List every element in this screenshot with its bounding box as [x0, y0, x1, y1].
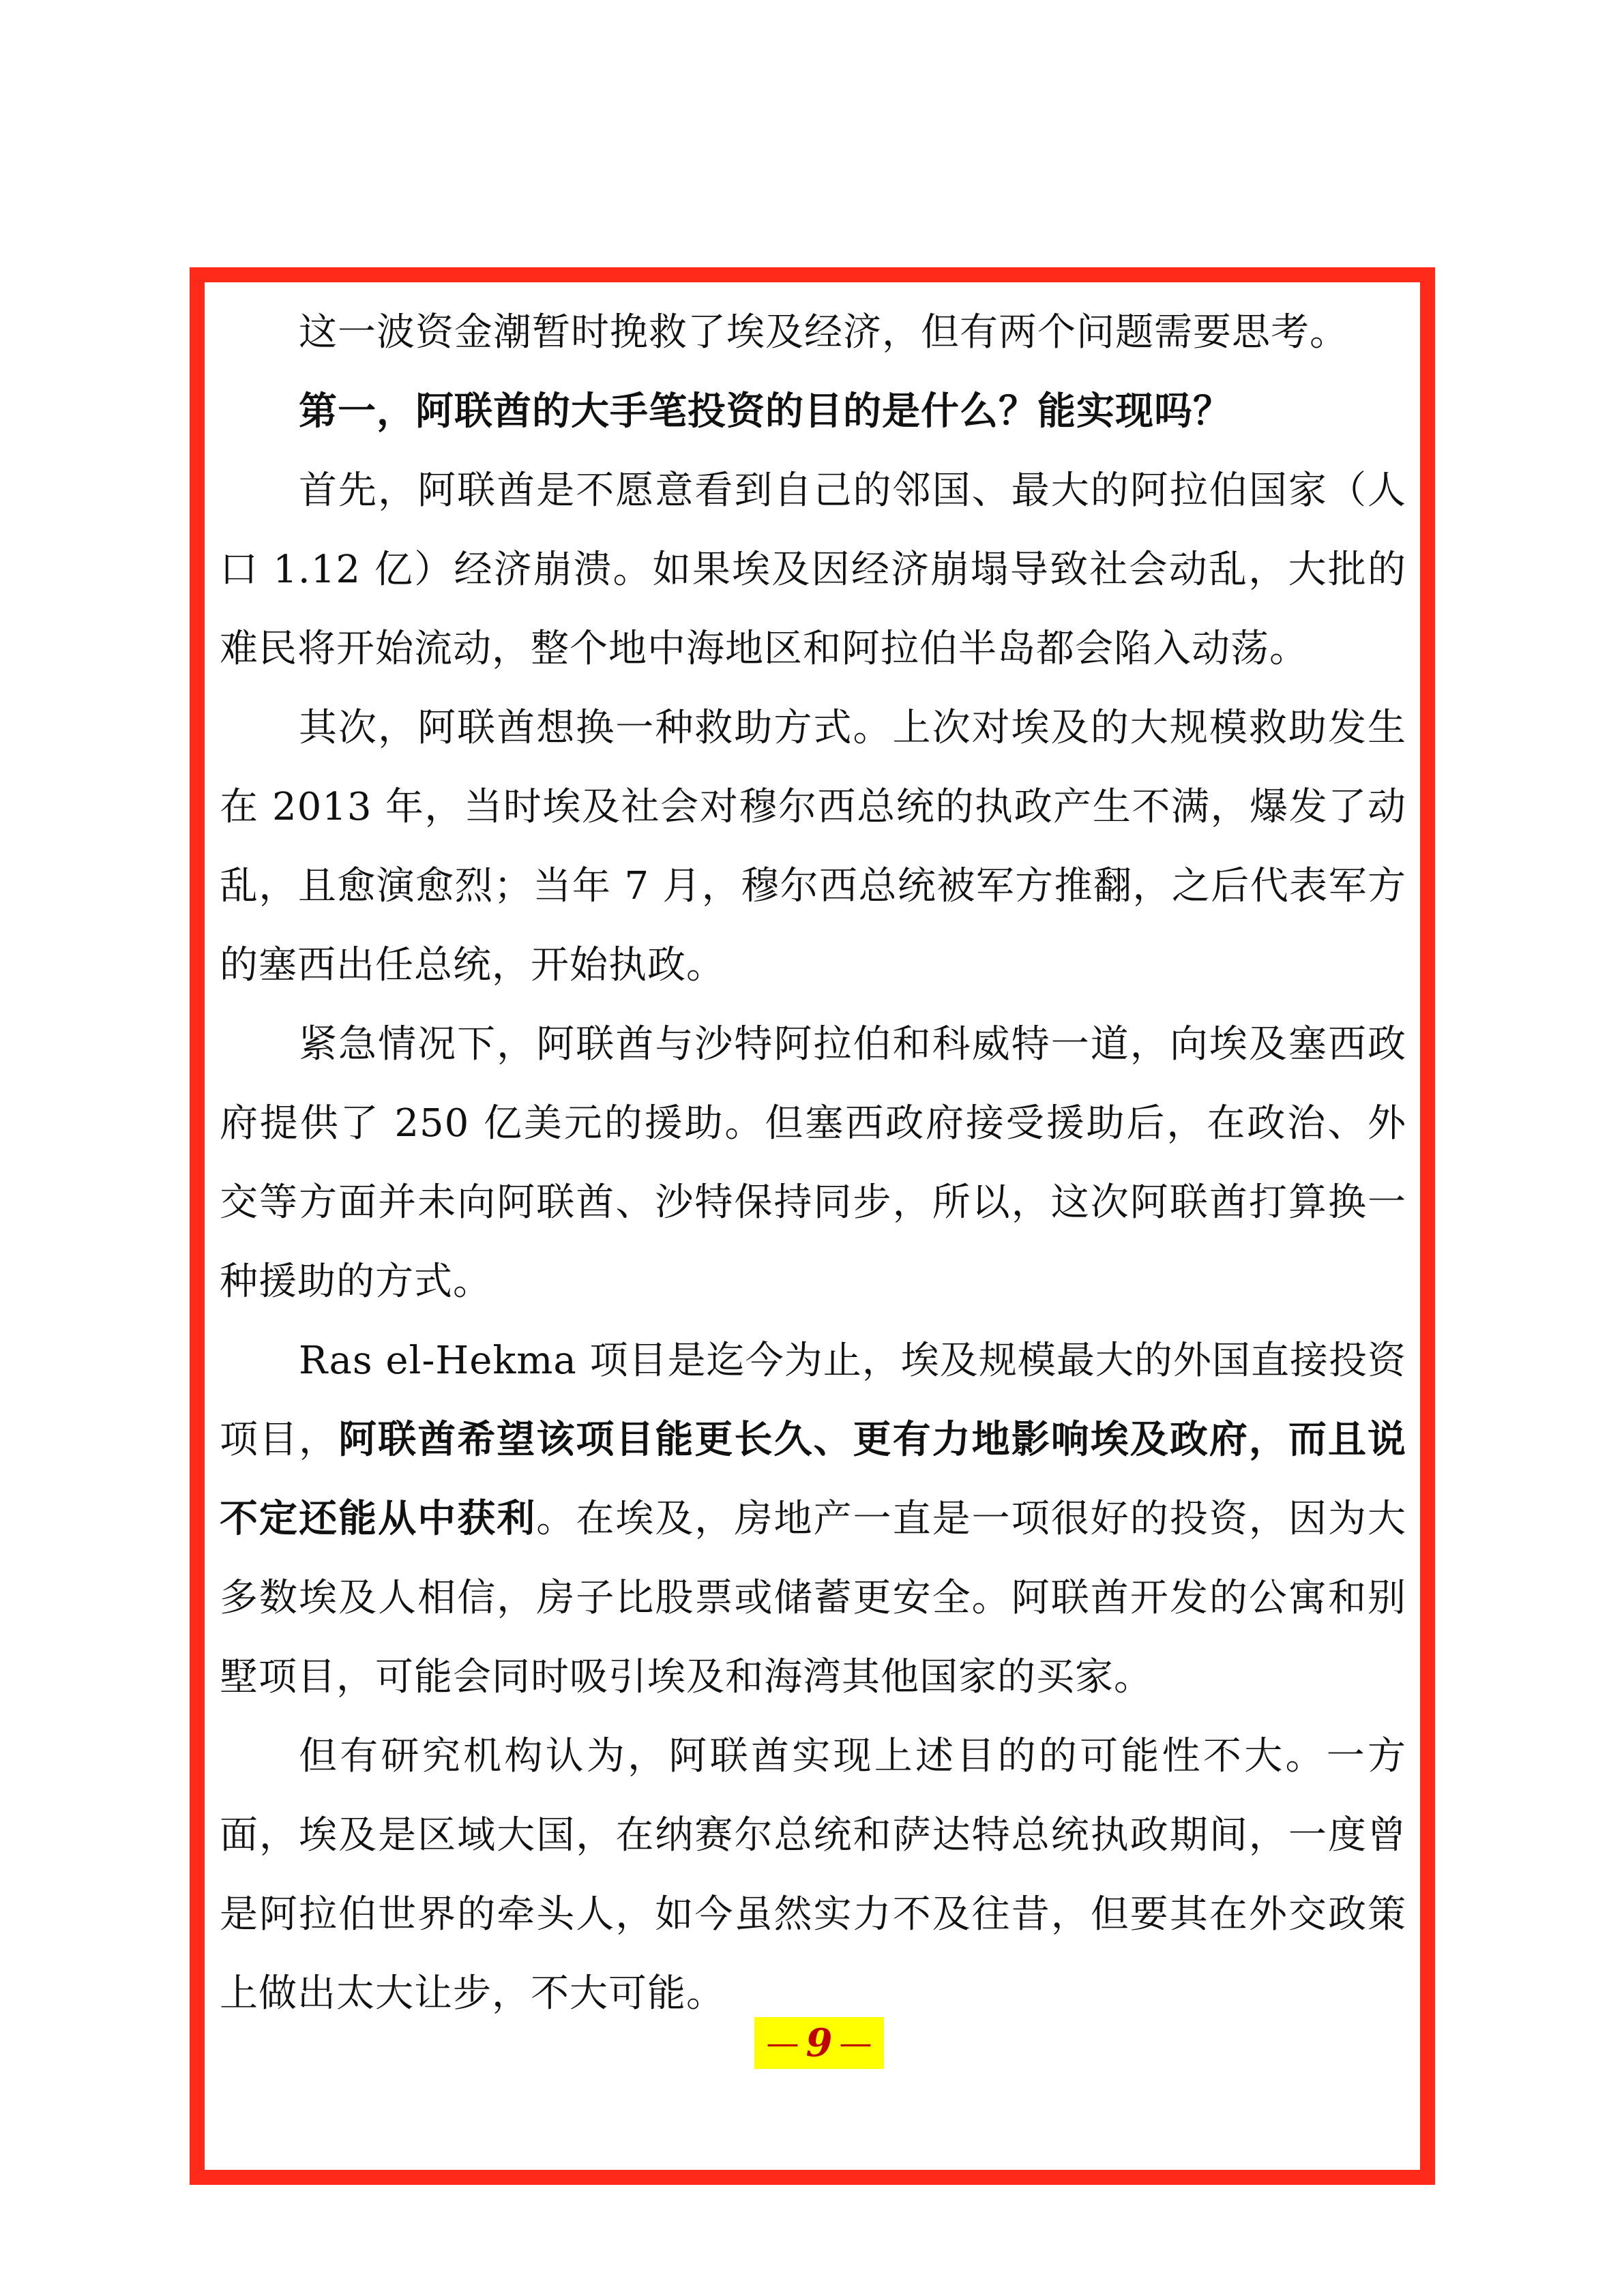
- paragraph-aid-history: 紧急情况下，阿联酋与沙特阿拉伯和科威特一道，向埃及塞西政府提供了 250 亿美元的援助。但塞西政府接受援助后，在政治、外交等方面并未向阿联酋、沙特保持同步，所以，这次阿联酋打算换一种援助的方式。: [220, 1022, 1406, 1304]
- paragraph-research-view: 但有研究机构认为，阿联酋实现上述目的的可能性不大。一方面，埃及是区域大国，在纳赛尔总统和萨达特总统执政期间，一度曾是阿拉伯世界的牵头人，如今虽然实力不及往昔，但要其在外交政策上做出太大让步，不大可能。: [220, 1734, 1406, 2016]
- page-number-dash-right: —: [839, 2024, 872, 2062]
- paragraph-ras-el-hekma: [220, 1322, 1406, 1717]
- paragraph-first-reason: 首先，阿联酋是不愿意看到自己的邻国、最大的阿拉伯国家（人口 1.12 亿）经济崩溃。如果埃及因经济崩塌导致社会动乱，大批的难民将开始流动，整个地中海地区和阿拉伯半岛都会陷入动荡。: [220, 468, 1406, 671]
- page-number-badge: [754, 2017, 884, 2069]
- paragraph-second-reason: 其次，阿联酋想换一种救助方式。上次对埃及的大规模救助发生在 2013 年，当时埃及社会对穆尔西总统的执政产生不满，爆发了动乱，且愈演愈烈；当年 7 月，穆尔西总统被军方推翻，之后代表军方的塞西出任总统，开始执政。: [220, 706, 1406, 987]
- paragraph-intro: 这一波资金潮暂时挽救了埃及经济，但有两个问题需要思考。: [299, 310, 1348, 355]
- section-heading: 第一，阿联酋的大手笔投资的目的是什么？能实现吗？: [299, 389, 1232, 434]
- paragraph-ras-el-hekma-emphasis: 阿联酋希望该项目能更长久、更有力地影响埃及政府，而且说不定还能从中获利: [220, 1418, 1407, 1541]
- paragraph-ras-el-hekma-lead: Ras el-Hekma 项目是迄今为止，埃及规模最大的外国直接投资项目，: [220, 1339, 1406, 1462]
- page-number-value: 9: [806, 2021, 833, 2066]
- article-body: [220, 293, 1406, 2033]
- paragraph-ras-el-hekma-tail: 。在埃及，房地产一直是一项很好的投资，因为大多数埃及人相信，房子比股票或储蓄更安全。阿联酋开发的公寓和别墅项目，可能会同时吸引埃及和海湾其他国家的买家。: [220, 1497, 1407, 1699]
- page-number-dash-left: —: [766, 2024, 799, 2062]
